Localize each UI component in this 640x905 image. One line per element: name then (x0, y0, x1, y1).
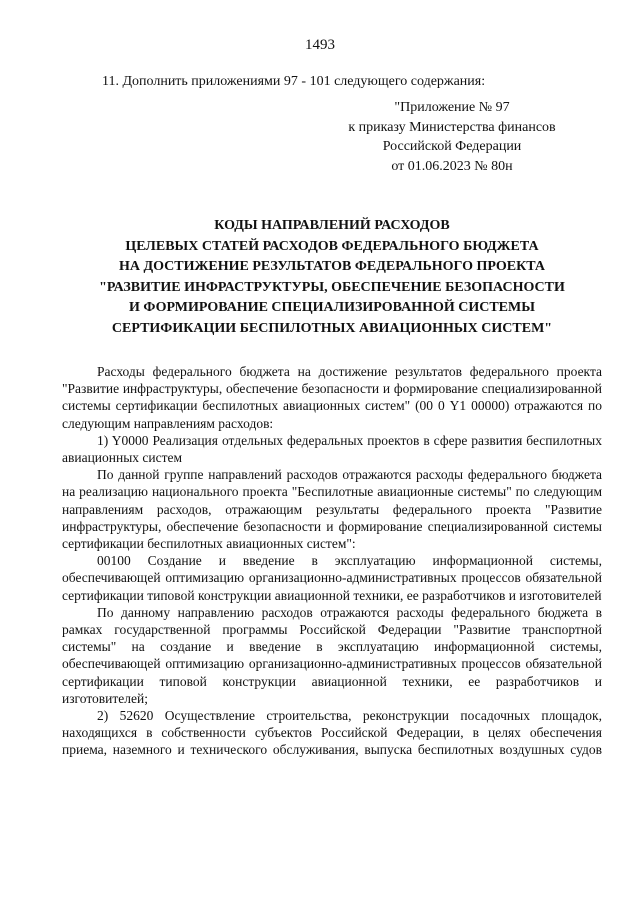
appendix-header (322, 98, 582, 176)
paragraph: 00100 Создание и введение в эксплуатацию информационной системы, обеспечивающей оптимизацию организационно-административных процессов обязательной сертификации типовой конструкции авиационной техники, ее разработчиков и изготовителей (62, 553, 602, 603)
paragraph: По данному направлению расходов отражаются расходы федерального бюджета в рамках государственной программы Российской Федерации "Развитие транспортной системы" на создание и введение в эксплуатацию информационной системы, обеспечивающей оптимизацию организационно-административных процессов обязательной сертификации типовой конструкции авиационной техники, ее разработчиков и изготовителей; (62, 604, 602, 706)
appendix-line-1: "Приложение № 97 (394, 100, 510, 115)
paragraph: 1) Y0000 Реализация отдельных федеральных проектов в сфере развития беспилотных авиационных систем (62, 432, 602, 466)
title-line-4: "РАЗВИТИЕ ИНФРАСТРУКТУРЫ, ОБЕСПЕЧЕНИЕ БЕЗОПАСНОСТИ (99, 279, 565, 295)
appendix-line-2: к приказу Министерства финансов (348, 119, 556, 135)
document-title (62, 216, 602, 339)
paragraph: По данной группе направлений расходов отражаются расходы федерального бюджета на реализацию национального проекта "Беспилотные авиационные системы" по следующим направлениям расходов, отражающим результаты федерального проекта "Развитие инфраструктуры, обеспечение безопасности и формирование специализированной системы сертификации беспилотных авиационных систем": (62, 467, 602, 552)
title-line-3: НА ДОСТИЖЕНИЕ РЕЗУЛЬТАТОВ ФЕДЕРАЛЬНОГО ПРОЕКТА (118, 259, 545, 274)
appendix-line-3: Российской Федерации (382, 139, 522, 154)
title-line-5: И ФОРМИРОВАНИЕ СПЕЦИАЛИЗИРОВАННОЙ СИСТЕМЫ (129, 300, 535, 315)
title-line-2: ЦЕЛЕВЫХ СТАТЕЙ РАСХОДОВ ФЕДЕРАЛЬНОГО БЮДЖЕТА (125, 238, 539, 254)
intro-line: 11. Дополнить приложениями 97 - 101 следующего содержания: (102, 74, 486, 89)
appendix-line-4: от 01.06.2023 № 80н (391, 158, 513, 174)
document-body (62, 363, 602, 759)
page-number: 1493 (305, 37, 335, 53)
title-line-1: КОДЫ НАПРАВЛЕНИЙ РАСХОДОВ (214, 218, 450, 233)
paragraph: 2) 52620 Осуществление строительства, реконструкции посадочных площадок, находящихся в собственности субъектов Российской Федерации, в целях обеспечения приема, наземного и технического обслуживания, выпуска беспилотных воздушных судов (62, 708, 602, 758)
paragraph: Расходы федерального бюджета на достижение результатов федерального проекта "Развитие инфраструктуры, обеспечение безопасности и формирование специализированной системы сертификации беспилотных авиационных систем" (00 0 Y1 00000) отражаются по следующим направлениям расходов: (62, 364, 602, 431)
title-line-6: СЕРТИФИКАЦИИ БЕСПИЛОТНЫХ АВИАЦИОННЫХ СИСТЕМ" (111, 320, 553, 336)
